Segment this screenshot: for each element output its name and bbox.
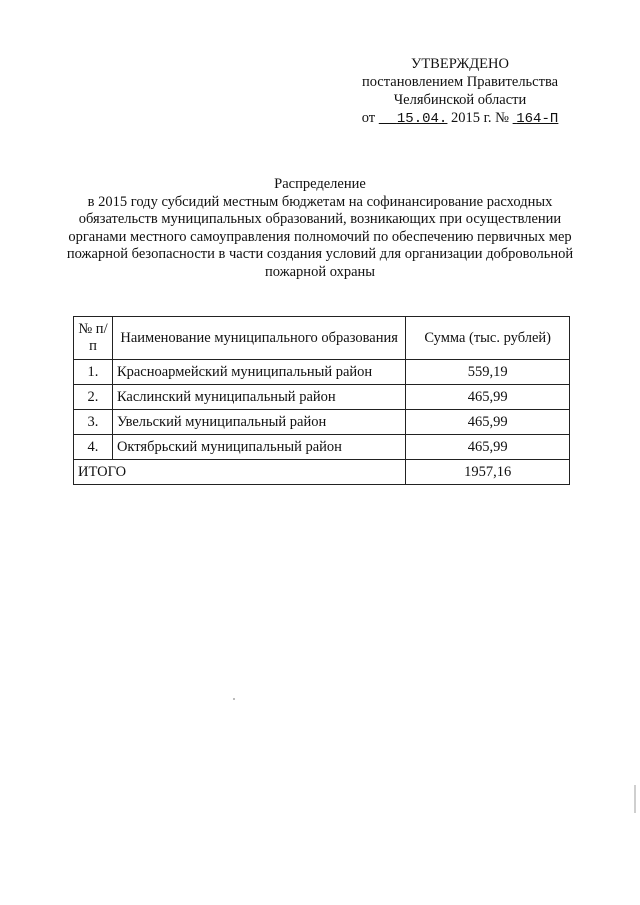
date-value: 15.04. xyxy=(396,111,448,127)
approval-date-line xyxy=(350,109,570,128)
approval-title: УТВЕРЖДЕНО xyxy=(411,56,509,72)
table-row xyxy=(74,385,570,410)
document-heading xyxy=(60,176,580,281)
approval-line-1: постановлением Правительства xyxy=(361,74,559,90)
row-name: Октябрьский муниципальный район xyxy=(112,435,405,460)
subsidy-table xyxy=(73,316,570,485)
date-prefix: от xyxy=(361,110,376,126)
row-num: 4. xyxy=(74,435,113,460)
document-title: Распределение xyxy=(274,176,366,192)
number-underline xyxy=(513,109,559,128)
header-num: № п/п xyxy=(74,317,113,360)
table-row xyxy=(74,435,570,460)
document-description: в 2015 году субсидий местным бюджетам на софинансирование расходных обязательств муниципальных образований, возникающих при осуществлении органами местного самоуправления полномочий по обеспечению первичных мер пожарной безопасности в части создания условий для организации добровольной пожарной охраны xyxy=(66,193,574,280)
row-sum: 465,99 xyxy=(406,385,570,410)
scan-speck xyxy=(233,698,235,700)
year-text: 2015 г. № xyxy=(450,110,509,126)
row-name: Увельский муниципальный район xyxy=(112,410,405,435)
total-sum: 1957,16 xyxy=(406,460,570,485)
table-header-row xyxy=(74,317,570,360)
approval-block xyxy=(350,55,570,128)
row-sum: 559,19 xyxy=(406,360,570,385)
header-name: Наименование муниципального образования xyxy=(112,317,405,360)
decree-number: 164-П xyxy=(516,111,559,127)
row-sum: 465,99 xyxy=(406,410,570,435)
table-row xyxy=(74,360,570,385)
row-num: 3. xyxy=(74,410,113,435)
row-sum: 465,99 xyxy=(406,435,570,460)
row-num: 1. xyxy=(74,360,113,385)
scan-edge-mark xyxy=(634,785,636,813)
approval-line-2: Челябинской области xyxy=(393,92,527,108)
table-row xyxy=(74,410,570,435)
table-total-row xyxy=(74,460,570,485)
row-name: Красноармейский муниципальный район xyxy=(112,360,405,385)
row-name: Каслинский муниципальный район xyxy=(112,385,405,410)
date-underline xyxy=(379,109,448,128)
header-sum: Сумма (тыс. рублей) xyxy=(406,317,570,360)
row-num: 2. xyxy=(74,385,113,410)
total-label: ИТОГО xyxy=(74,460,406,485)
